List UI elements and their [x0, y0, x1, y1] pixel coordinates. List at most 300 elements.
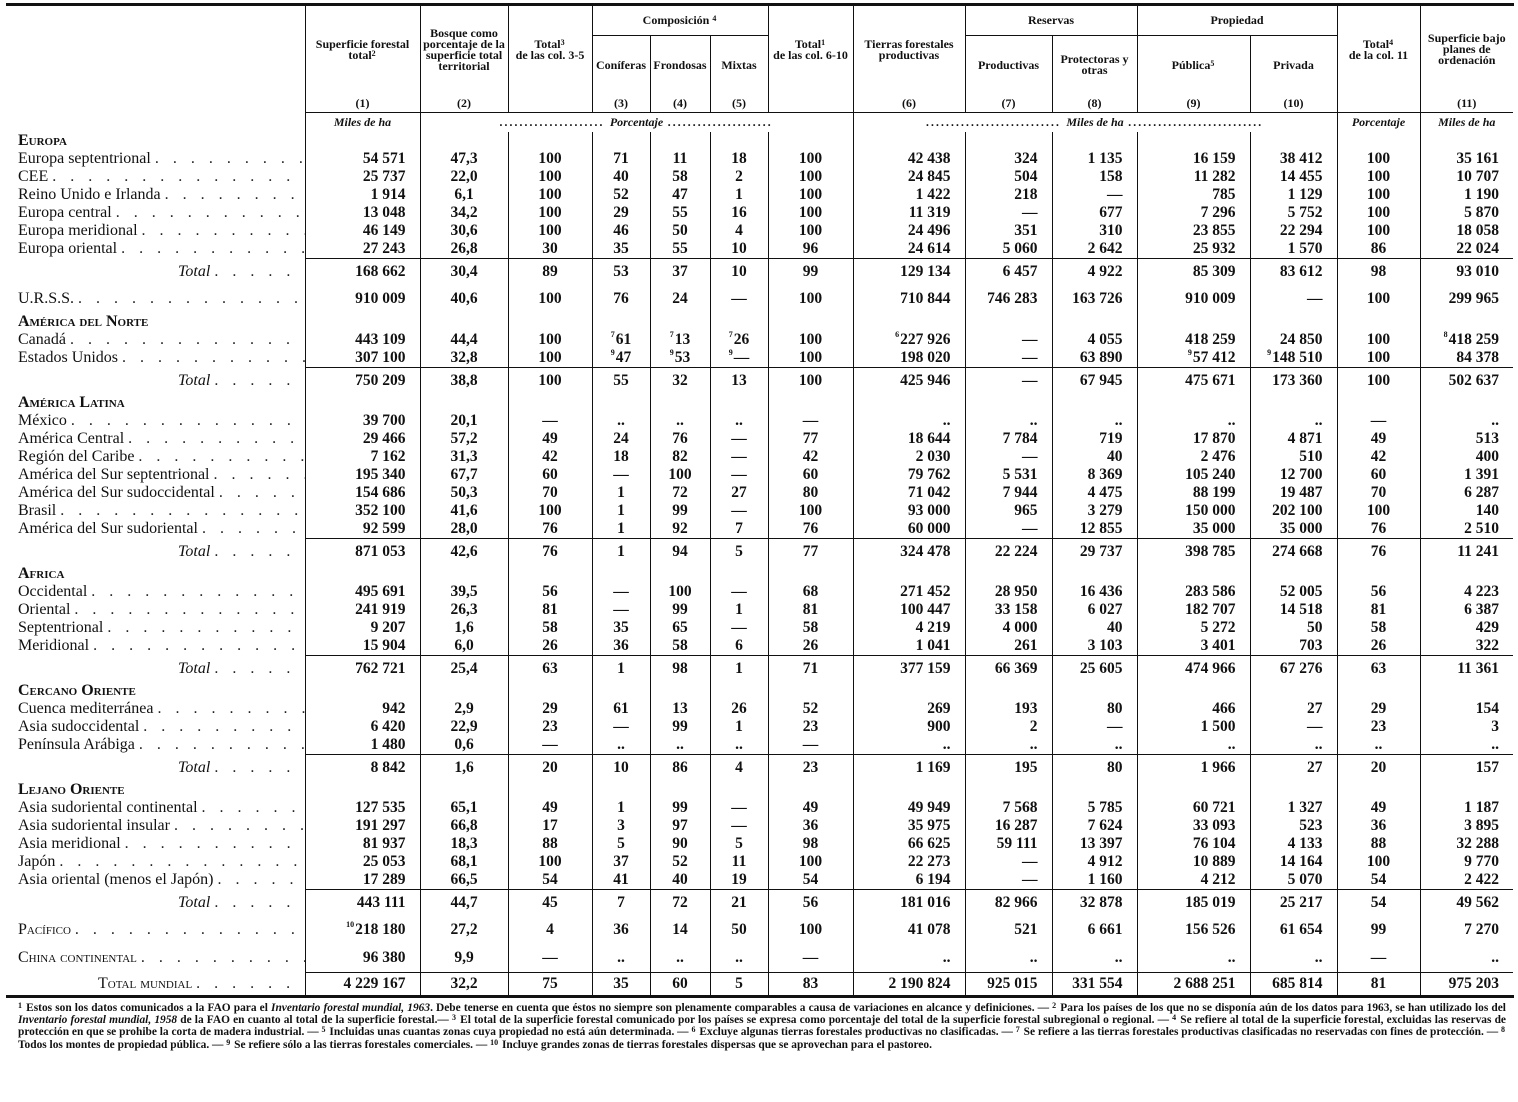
cell-mixtas: 16: [710, 204, 768, 222]
footnote-text: . Debe tenerse en cuenta que éstos no siempre son plenamente comparables a causa de variaciones en alcance y definiciones. —: [430, 1002, 1053, 1014]
cell-tierras-productivas: ..: [853, 412, 965, 430]
dot-leader: [219, 484, 305, 502]
cell-total-col-11: 54: [1337, 890, 1420, 917]
cell-frondosas: 99: [650, 799, 710, 817]
cell-reservas-productivas: —: [965, 871, 1052, 890]
cell-coniferas: 76: [592, 285, 650, 313]
region-heading-row: [8, 394, 1513, 412]
cell-total-6-10: —: [768, 412, 853, 430]
row-label-text: Estados Unidos: [18, 349, 118, 367]
header-planes-ordenacion: Superficie bajo planes de ordenación: [1420, 5, 1513, 94]
cell-total-6-10: 100: [768, 222, 853, 240]
cell-bosque-pct: 1,6: [420, 619, 508, 637]
cell-planes-ordenacion: 10 707: [1420, 168, 1513, 186]
cell-coniferas: 29: [592, 204, 650, 222]
cell-propiedad-privada: 1 327: [1250, 799, 1337, 817]
cell-tierras-productivas: [853, 565, 965, 583]
row-label-text: América Central: [18, 430, 125, 447]
footnote-marker: 9: [610, 348, 615, 357]
cell-propiedad-privada: 38 412: [1250, 150, 1337, 168]
cell-propiedad-privada: 523: [1250, 817, 1337, 835]
dot-leader: [196, 975, 304, 993]
cell-superficie: 27 243: [305, 240, 420, 259]
cell-superficie: 762 721: [305, 656, 420, 683]
cell-reservas-productivas: 746 283: [965, 285, 1052, 313]
table-row: [8, 349, 1513, 368]
cell-total-3-5: 49: [508, 430, 592, 448]
footnote-marker: 7: [728, 330, 733, 339]
cell-mixtas: —: [710, 430, 768, 448]
cell-planes-ordenacion: 11 241: [1420, 539, 1513, 566]
cell-tierras-productivas: 900: [853, 718, 965, 736]
cell-total-6-10: 58: [768, 619, 853, 637]
footnote-text: Se refiere sólo a las tierras forestales comerciales. —: [234, 1038, 491, 1051]
cell-frondosas: 55: [650, 240, 710, 259]
cell-total-6-10: 100: [768, 168, 853, 186]
cell-bosque-pct: 47,3: [420, 150, 508, 168]
cell-total-6-10: 77: [768, 430, 853, 448]
cell-reservas-protectoras: 163 726: [1052, 285, 1137, 313]
cell-reservas-protectoras: 29 737: [1052, 539, 1137, 566]
header-superficie-forestal: Superficie forestal total$^2$: [305, 5, 420, 94]
table-row: [8, 817, 1513, 835]
column-number-planes-ordenacion: (11): [1420, 94, 1513, 113]
cell-propiedad-privada: 24 850: [1250, 331, 1337, 349]
unit-miles-de-ha: ........................... Miles de ha ...........................: [853, 113, 1337, 133]
row-label: [8, 781, 305, 799]
cell-reservas-productivas: —: [965, 448, 1052, 466]
cell-total-3-5: [508, 682, 592, 700]
cell-total-6-10: [768, 565, 853, 583]
cell-superficie: 1 480: [305, 736, 420, 755]
row-label: [8, 240, 305, 259]
row-label-text: CEE: [18, 168, 49, 185]
row-label: [8, 755, 305, 782]
cell-propiedad-publica: 60 721: [1137, 799, 1250, 817]
footnote-number: 2: [1052, 1001, 1057, 1010]
cell-tierras-productivas: 6 194: [853, 871, 965, 890]
cell-reservas-productivas: 5 531: [965, 466, 1052, 484]
cell-total-col-11: 63: [1337, 656, 1420, 683]
row-label-text: Septentrional: [18, 619, 104, 636]
footnote-text: Se refiere a las tierras forestales productivas clasificadas no reservadas con fines de protección. —: [1023, 1026, 1501, 1039]
column-number-total-col-11: [1337, 94, 1420, 113]
cell-reservas-protectoras: 25 605: [1052, 656, 1137, 683]
cell-total-6-10: 100: [768, 916, 853, 944]
cell-propiedad-publica: 2 688 251: [1137, 973, 1250, 996]
cell-value: 218 180: [355, 921, 406, 938]
cell-total-6-10: [768, 313, 853, 331]
cell-propiedad-privada: 202 100: [1250, 502, 1337, 520]
row-label: [8, 656, 305, 683]
cell-total-col-11: [1337, 682, 1420, 700]
total-row: [8, 656, 1513, 683]
dot-leader: [116, 204, 305, 222]
cell-propiedad-privada: 14 455: [1250, 168, 1337, 186]
cell-bosque-pct: 9,9: [420, 944, 508, 973]
cell-coniferas: 7: [592, 890, 650, 917]
table-row: [8, 736, 1513, 755]
cell-bosque-pct: 26,8: [420, 240, 508, 259]
cell-planes-ordenacion: 1 187: [1420, 799, 1513, 817]
cell-propiedad-publica: 1 500: [1137, 718, 1250, 736]
cell-propiedad-publica: 3 401: [1137, 637, 1250, 656]
cell-reservas-protectoras: ..: [1052, 944, 1137, 973]
row-label: [8, 817, 305, 835]
cell-reservas-productivas: —: [965, 331, 1052, 349]
total-row: [8, 368, 1513, 395]
cell-coniferas: 18: [592, 448, 650, 466]
cell-total-3-5: 45: [508, 890, 592, 917]
cell-tierras-productivas: 41 078: [853, 916, 965, 944]
cell-reservas-protectoras: 4 475: [1052, 484, 1137, 502]
cell-coniferas: 1: [592, 484, 650, 502]
bottom-rule: [6, 995, 1514, 998]
footnote-text: Estos son los datos comunicados a la FAO para el: [26, 1002, 272, 1014]
cell-frondosas: 86: [650, 755, 710, 782]
cell-reservas-productivas: 16 287: [965, 817, 1052, 835]
cell-superficie: [305, 682, 420, 700]
cell-mixtas: —: [710, 285, 768, 313]
cell-mixtas: [710, 781, 768, 799]
header-total-3-5: Total$^3$ de las col. 3-5: [508, 5, 592, 94]
cell-total-3-5: 88: [508, 835, 592, 853]
cell-bosque-pct: 22,0: [420, 168, 508, 186]
cell-planes-ordenacion: 1 190: [1420, 186, 1513, 204]
cell-total-3-5: 54: [508, 871, 592, 890]
cell-coniferas: 55: [592, 368, 650, 395]
cell-coniferas: [592, 394, 650, 412]
dot-leader: [128, 430, 304, 448]
table-row: [8, 601, 1513, 619]
cell-bosque-pct: 25,4: [420, 656, 508, 683]
dot-leader: [107, 619, 304, 637]
row-label-text: Asia sudoriental insular: [18, 817, 170, 834]
cell-planes-ordenacion: 11 361: [1420, 656, 1513, 683]
row-label-text: Lejano Oriente: [18, 781, 125, 798]
cell-total-3-5: 17: [508, 817, 592, 835]
column-number-superficie: (1): [305, 94, 420, 113]
footnote-text: Todos los montes de propiedad pública. —: [18, 1038, 227, 1051]
row-label-text: Africa: [18, 565, 65, 582]
cell-total-3-5: 100: [508, 853, 592, 871]
cell-mixtas: ..: [710, 736, 768, 755]
cell-propiedad-privada: 5 070: [1250, 871, 1337, 890]
cell-total-6-10: 42: [768, 448, 853, 466]
cell-tierras-productivas: 2 030: [853, 448, 965, 466]
cell-planes-ordenacion: ..: [1420, 736, 1513, 755]
table-row: [8, 502, 1513, 520]
cell-frondosas: 50: [650, 222, 710, 240]
cell-total-col-11: 36: [1337, 817, 1420, 835]
row-label-text: Oriental: [18, 601, 71, 618]
cell-total-3-5: [508, 132, 592, 150]
row-label-text: Japón: [18, 853, 56, 870]
region-heading-row: [8, 781, 1513, 799]
cell-mixtas: 50: [710, 916, 768, 944]
cell-coniferas: 5: [592, 835, 650, 853]
cell-frondosas: 98: [650, 656, 710, 683]
cell-superficie: 17 289: [305, 871, 420, 890]
cell-bosque-pct: [420, 313, 508, 331]
dot-leader: [143, 718, 304, 736]
row-label-text: U.R.S.S.: [18, 290, 75, 307]
cell-frondosas: 11: [650, 150, 710, 168]
cell-propiedad-publica: [1137, 313, 1250, 331]
cell-mixtas: 10: [710, 240, 768, 259]
cell-planes-ordenacion: 400: [1420, 448, 1513, 466]
dot-leader: [218, 871, 305, 889]
cell-reservas-productivas: 521: [965, 916, 1052, 944]
cell-superficie: 4 229 167: [305, 973, 420, 996]
cell-total-3-5: 100: [508, 222, 592, 240]
unit-porcentaje: ..................... Porcentaje .....................: [420, 113, 853, 133]
cell-reservas-productivas: 504: [965, 168, 1052, 186]
cell-bosque-pct: 68,1: [420, 853, 508, 871]
forest-statistics-table: [8, 5, 1513, 995]
cell-total-col-11: 81: [1337, 973, 1420, 996]
cell-total-6-10: 100: [768, 150, 853, 168]
cell-tierras-productivas: 269: [853, 700, 965, 718]
cell-tierras-productivas: [853, 132, 965, 150]
dot-leader: [214, 759, 304, 777]
cell-mixtas: 27: [710, 484, 768, 502]
cell-reservas-productivas: 925 015: [965, 973, 1052, 996]
footnote-marker: 7: [610, 330, 615, 339]
cell-bosque-pct: 44,4: [420, 331, 508, 349]
dot-leader: [202, 799, 305, 817]
cell-propiedad-publica: 35 000: [1137, 520, 1250, 539]
cell-superficie: [305, 132, 420, 150]
cell-propiedad-privada: 274 668: [1250, 539, 1337, 566]
cell-reservas-protectoras: 677: [1052, 204, 1137, 222]
cell-superficie: 154 686: [305, 484, 420, 502]
column-number-tierras-productivas: (6): [853, 94, 965, 113]
cell-value: —: [733, 349, 750, 366]
cell-reservas-productivas: [965, 781, 1052, 799]
cell-total-3-5: 63: [508, 656, 592, 683]
cell-tierras-productivas: [853, 781, 965, 799]
cell-reservas-productivas: —: [965, 368, 1052, 395]
cell-mixtas: 21: [710, 890, 768, 917]
cell-planes-ordenacion: 157: [1420, 755, 1513, 782]
row-label-text: Total: [178, 758, 211, 776]
cell-total-col-11: [1337, 313, 1420, 331]
cell-total-col-11: 99: [1337, 916, 1420, 944]
cell-total-6-10: 100: [768, 186, 853, 204]
cell-superficie: 6 420: [305, 718, 420, 736]
cell-total-6-10: 100: [768, 331, 853, 349]
cell-mixtas: 11: [710, 853, 768, 871]
cell-bosque-pct: 26,3: [420, 601, 508, 619]
cell-superficie: 96 380: [305, 944, 420, 973]
cell-total-3-5: 100: [508, 204, 592, 222]
cell-mixtas: 1: [710, 186, 768, 204]
cell-reservas-productivas: 351: [965, 222, 1052, 240]
cell-propiedad-publica: 1 966: [1137, 755, 1250, 782]
cell-superficie: 910 009: [305, 285, 420, 313]
cell-planes-ordenacion: 4 223: [1420, 583, 1513, 601]
cell-coniferas: ..: [592, 736, 650, 755]
unit-miles-de-ha: Miles de ha: [305, 113, 420, 133]
row-label: [8, 799, 305, 817]
cell-mixtas: 7: [710, 520, 768, 539]
footnote-text: Incluidas unas cuantas zonas cuya propiedad no está aún determinada. —: [329, 1026, 692, 1039]
cell-frondosas: 99: [650, 502, 710, 520]
cell-reservas-productivas: 28 950: [965, 583, 1052, 601]
cell-frondosas: 72: [650, 484, 710, 502]
cell-superficie: 25 053: [305, 853, 420, 871]
footnote-number: 1: [18, 1001, 22, 1010]
cell-mixtas: 4: [710, 755, 768, 782]
cell-bosque-pct: 38,8: [420, 368, 508, 395]
cell-planes-ordenacion: 93 010: [1420, 259, 1513, 286]
footnote-number: 7: [1015, 1025, 1020, 1035]
cell-frondosas: 82: [650, 448, 710, 466]
cell-coniferas: ..: [592, 412, 650, 430]
cell-tierras-productivas: 71 042: [853, 484, 965, 502]
cell-reservas-productivas: 7 784: [965, 430, 1052, 448]
cell-propiedad-publica: 33 093: [1137, 817, 1250, 835]
row-label-text: Europa meridional: [18, 222, 138, 239]
cell-bosque-pct: 40,6: [420, 285, 508, 313]
cell-planes-ordenacion: 3: [1420, 718, 1513, 736]
cell-propiedad-publica: 5 272: [1137, 619, 1250, 637]
footnote-title: Inventario forestal mundial, 1958: [18, 1014, 178, 1027]
row-label-text: Total: [178, 371, 211, 389]
cell-bosque-pct: 28,0: [420, 520, 508, 539]
cell-propiedad-publica: ..: [1137, 944, 1250, 973]
cell-reservas-protectoras: 13 397: [1052, 835, 1137, 853]
cell-superficie: 443 111: [305, 890, 420, 917]
cell-total-3-5: —: [508, 412, 592, 430]
row-label: [8, 520, 305, 539]
cell-superficie: 92 599: [305, 520, 420, 539]
cell-total-3-5: 76: [508, 539, 592, 566]
cell-mixtas: —: [710, 466, 768, 484]
dot-leader: [214, 372, 304, 390]
column-number-reservas-protectoras: (8): [1052, 94, 1137, 113]
cell-frondosas: 14: [650, 916, 710, 944]
cell-propiedad-privada: 27: [1250, 700, 1337, 718]
cell-propiedad-privada: 1 570: [1250, 240, 1337, 259]
cell-propiedad-privada: 22 294: [1250, 222, 1337, 240]
cell-tierras-productivas: 1 041: [853, 637, 965, 656]
row-label-text: China continental: [18, 949, 137, 967]
dot-leader: [52, 168, 304, 186]
column-number-reservas-productivas: (7): [965, 94, 1052, 113]
cell-coniferas: 40: [592, 168, 650, 186]
cell-frondosas: ..: [650, 412, 710, 430]
cell-planes-ordenacion: 22 024: [1420, 240, 1513, 259]
cell-propiedad-publica: 7 296: [1137, 204, 1250, 222]
cell-propiedad-publica: 150 000: [1137, 502, 1250, 520]
cell-total-3-5: 81: [508, 601, 592, 619]
table-row: [8, 186, 1513, 204]
row-label: [8, 368, 305, 395]
cell-total-col-11: 100: [1337, 853, 1420, 871]
cell-superficie: 495 691: [305, 583, 420, 601]
table-row: [8, 466, 1513, 484]
cell-total-3-5: 20: [508, 755, 592, 782]
header-total-col-11: Total$^4$ de la col. 11: [1337, 5, 1420, 94]
column-number-mixtas: (5): [710, 94, 768, 113]
cell-total-3-5: 75: [508, 973, 592, 996]
cell-bosque-pct: 41,6: [420, 502, 508, 520]
cell-planes-ordenacion: 299 965: [1420, 285, 1513, 313]
cell-value: 13: [674, 331, 691, 348]
cell-coniferas: 1: [592, 502, 650, 520]
cell-total-6-10: 26: [768, 637, 853, 656]
cell-coniferas: 53: [592, 259, 650, 286]
column-number-propiedad-privada: (10): [1250, 94, 1337, 113]
row-label: [8, 871, 305, 890]
cell-mixtas: 26: [710, 700, 768, 718]
dot-leader: [70, 331, 305, 349]
row-label-text: Asia sudoriental continental: [18, 799, 198, 816]
cell-bosque-pct: 18,3: [420, 835, 508, 853]
table-row: [8, 916, 1513, 944]
cell-mixtas: 1: [710, 601, 768, 619]
cell-reservas-protectoras: ..: [1052, 736, 1137, 755]
cell-mixtas: ..: [710, 412, 768, 430]
cell-bosque-pct: 44,7: [420, 890, 508, 917]
cell-reservas-protectoras: 12 855: [1052, 520, 1137, 539]
table-row: [8, 331, 1513, 349]
cell-frondosas: 100: [650, 466, 710, 484]
row-label: [8, 890, 305, 917]
cell-tierras-productivas: 181 016: [853, 890, 965, 917]
cell-propiedad-publica: [1137, 565, 1250, 583]
cell-planes-ordenacion: 1 391: [1420, 466, 1513, 484]
cell-superficie: [305, 565, 420, 583]
cell-mixtas: 19: [710, 871, 768, 890]
cell-mixtas: 10: [710, 259, 768, 286]
cell-reservas-protectoras: 40: [1052, 448, 1137, 466]
cell-total-6-10: 52: [768, 700, 853, 718]
cell-reservas-protectoras: [1052, 682, 1137, 700]
cell-propiedad-publica: 76 104: [1137, 835, 1250, 853]
cell-planes-ordenacion: [1420, 565, 1513, 583]
cell-value: 227 926: [900, 331, 951, 348]
cell-reservas-protectoras: 310: [1052, 222, 1137, 240]
cell-reservas-productivas: [965, 132, 1052, 150]
cell-reservas-productivas: 4 000: [965, 619, 1052, 637]
header-reservas: Reservas: [965, 5, 1137, 36]
cell-value: 418 259: [1448, 331, 1500, 348]
table-row: [8, 222, 1513, 240]
cell-superficie: 942: [305, 700, 420, 718]
footnote-number: 9: [226, 1037, 231, 1047]
cell-tierras-productivas: 22 273: [853, 853, 965, 871]
row-label: [8, 565, 305, 583]
cell-mixtas: ..: [710, 944, 768, 973]
cell-coniferas: ..: [592, 944, 650, 973]
cell-total-6-10: 77: [768, 539, 853, 566]
cell-total-6-10: 100: [768, 349, 853, 368]
cell-propiedad-publica: 17 870: [1137, 430, 1250, 448]
cell-propiedad-publica: 910 009: [1137, 285, 1250, 313]
cell-reservas-protectoras: 331 554: [1052, 973, 1137, 996]
cell-total-3-5: [508, 781, 592, 799]
row-label-text: Total: [178, 659, 211, 677]
cell-total-col-11: 76: [1337, 539, 1420, 566]
cell-reservas-protectoras: 5 785: [1052, 799, 1137, 817]
cell-reservas-protectoras: 3 279: [1052, 502, 1137, 520]
row-label: [8, 412, 305, 430]
total-row: [8, 259, 1513, 286]
cell-propiedad-privada: 510: [1250, 448, 1337, 466]
